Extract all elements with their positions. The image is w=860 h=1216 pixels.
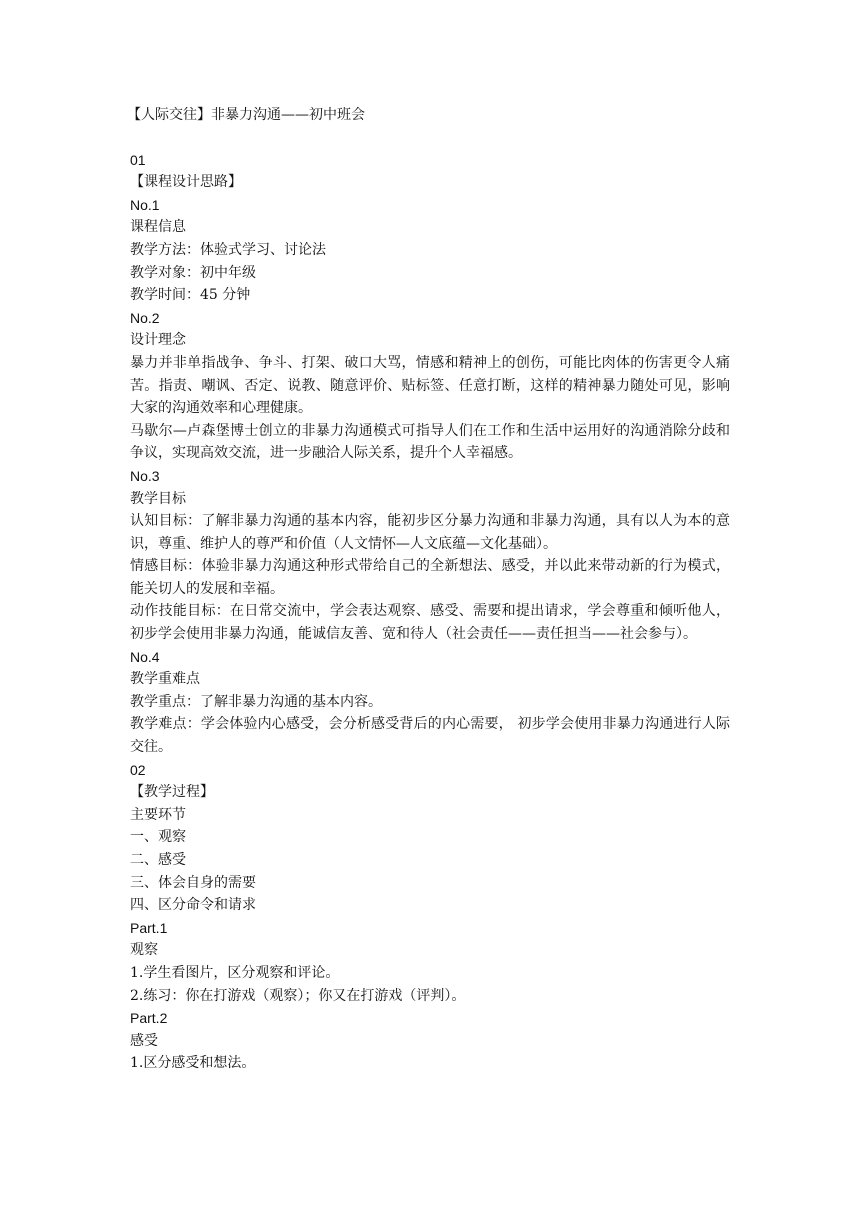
part-subtitle: 教学目标 bbox=[130, 490, 186, 507]
key-point: 教学重点：了解非暴力沟通的基本内容。 bbox=[130, 693, 382, 710]
difficulty-point: 教学难点：学会体验内心感受，会分析感受背后的内心需要， 初步学会使用非暴力沟通进行人际交往。 bbox=[130, 716, 730, 756]
section-heading: 【教学过程】 bbox=[130, 784, 214, 801]
objective-skill: 动作技能目标：在日常交流中，学会表达观察、感受、需要和提出请求，学会尊重和倾听他人，初步学会使用非暴力沟通，能诚信友善、宽和待人（社会责任——责任担当——社会参与）。 bbox=[130, 603, 730, 643]
section-number: 01 bbox=[130, 151, 146, 168]
design-paragraph: 马歇尔—卢森堡博士创立的非暴力沟通模式可指导人们在工作和生活中运用好的沟通消除分歧和争议，实现高效交流，进一步融洽人际关系，提升个人幸福感。 bbox=[130, 422, 730, 462]
step-item: 四、区分命令和请求 bbox=[130, 897, 256, 914]
part-subtitle: 课程信息 bbox=[130, 219, 186, 236]
process-item: 1.学生看图片，区分观察和评论。 bbox=[130, 964, 340, 981]
document-page bbox=[127, 104, 730, 1075]
part-label: Part.2 bbox=[130, 1010, 168, 1027]
part-label: Part.1 bbox=[130, 919, 168, 936]
part-subtitle: 教学重难点 bbox=[130, 671, 200, 688]
teaching-method: 教学方法：体验式学习、讨论法 bbox=[130, 241, 326, 258]
step-item: 二、感受 bbox=[130, 852, 186, 868]
objective-emotional: 情感目标：体验非暴力沟通这种形式带给自己的全新想法、感受，并以此来带动新的行为模式，能关切人的发展和幸福。 bbox=[130, 558, 730, 597]
process-item: 1.区分感受和想法。 bbox=[130, 1055, 256, 1072]
part-label: No.1 bbox=[130, 196, 160, 213]
document-title: 【人际交往】非暴力沟通——初中班会 bbox=[127, 107, 365, 123]
part-subtitle: 观察 bbox=[130, 942, 158, 959]
step-item: 三、体会自身的需要 bbox=[130, 874, 256, 891]
teaching-time: 教学时间：45 分钟 bbox=[130, 287, 251, 304]
part-label: No.3 bbox=[130, 467, 160, 484]
part-label: No.2 bbox=[130, 309, 160, 326]
process-item: 2.练习：你在打游戏（观察）；你又在打游戏（评判）。 bbox=[130, 987, 466, 1004]
main-steps-title: 主要环节 bbox=[130, 806, 186, 823]
part-subtitle: 感受 bbox=[130, 1032, 158, 1049]
objective-cognitive: 认知目标：了解非暴力沟通的基本内容，能初步区分暴力沟通和非暴力沟通，具有以人为本的意识，尊重、维护人的尊严和价值（人文情怀—人文底蕴—文化基础）。 bbox=[130, 513, 730, 552]
section-number: 02 bbox=[130, 761, 146, 778]
design-paragraph: 暴力并非单指战争、争斗、打架、破口大骂，情感和精神上的创伤，可能比肉体的伤害更令人痛苦。指责、嘲讽、否定、说教、随意评价、贴标签、任意打断，这样的精神暴力随处可见，影响大家的沟通效率和心理健康。 bbox=[130, 354, 730, 417]
teaching-audience: 教学对象：初中年级 bbox=[130, 264, 256, 281]
step-item: 一、观察 bbox=[130, 829, 186, 846]
part-label: No.4 bbox=[130, 648, 160, 665]
part-subtitle: 设计理念 bbox=[130, 332, 186, 349]
section-heading: 【课程设计思路】 bbox=[130, 174, 242, 191]
